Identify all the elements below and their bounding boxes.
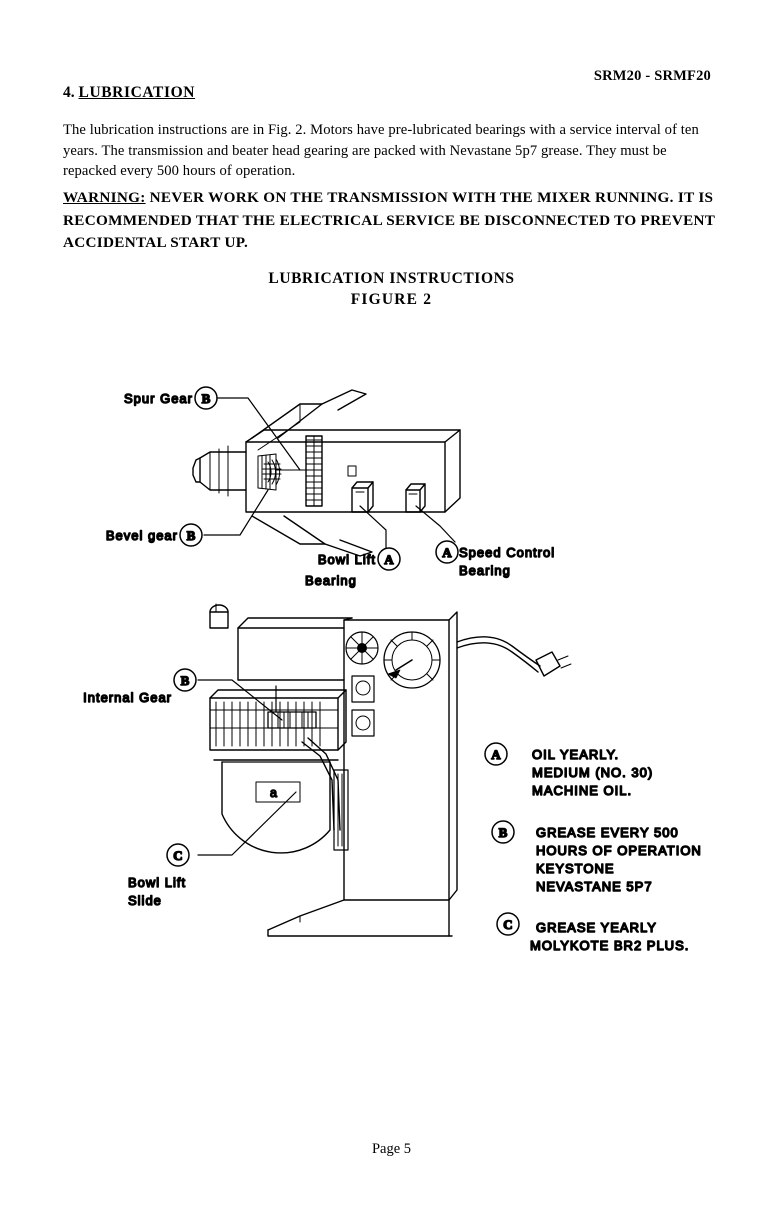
warning-label: WARNING: bbox=[63, 189, 146, 206]
figure-title bbox=[0, 268, 783, 310]
legend-mark-c: C bbox=[503, 917, 513, 932]
bowl-plate-mark: a bbox=[270, 786, 278, 800]
front-view-leaders bbox=[198, 680, 296, 855]
section-number: 4. bbox=[63, 84, 75, 101]
legend-b-line-2: HOURS OF OPERATION bbox=[536, 843, 702, 858]
legend-b-line-1: GREASE EVERY 500 bbox=[536, 825, 679, 840]
callout-bowl-lift-slide-line2: Slide bbox=[128, 893, 162, 908]
callout-speed-control-line1: Speed Control bbox=[459, 545, 556, 560]
model-code-header: SRM20 - SRMF20 bbox=[593, 68, 711, 84]
callout-bowl-lift-slide-mark: C bbox=[173, 848, 183, 863]
section-title: LUBRICATION bbox=[78, 84, 196, 101]
intro-paragraph: The lubrication instructions are in Fig. 2. Motors have pre-lubricated bearings with a service interval of ten years. The transmission and beater head gearing are packed with Nevastane 5p7 grease. They must be repacked every 500 hours of operation. bbox=[63, 122, 699, 179]
callout-internal-gear-mark: B bbox=[180, 673, 190, 688]
figure-title-line2: FIGURE 2 bbox=[350, 291, 433, 308]
callout-spur-gear-mark: B bbox=[201, 391, 211, 406]
top-view-callouts bbox=[106, 387, 555, 588]
callout-speed-control-line2: Bearing bbox=[459, 563, 511, 578]
warning-paragraph bbox=[63, 187, 723, 255]
legend-a-line-2: MEDIUM (NO. 30) bbox=[532, 765, 654, 780]
callout-bevel-gear-mark: B bbox=[186, 528, 196, 543]
callout-bevel-gear-label: Bevel gear bbox=[105, 528, 178, 543]
page-footer: Page 5 bbox=[371, 1141, 412, 1157]
legend-a-line-1: OIL YEARLY. bbox=[532, 747, 620, 762]
callout-speed-control-mark: A bbox=[442, 545, 452, 560]
callout-bowl-lift-bearing-mark: A bbox=[384, 552, 394, 567]
section-heading bbox=[63, 84, 195, 102]
callout-bowl-lift-bearing-line1: Bowl Lift bbox=[317, 552, 376, 567]
callout-internal-gear-label: Internal Gear bbox=[83, 690, 172, 705]
legend-mark-b: B bbox=[498, 825, 508, 840]
front-view-drawing bbox=[210, 604, 571, 936]
legend-c-line-1: GREASE YEARLY bbox=[536, 920, 657, 935]
legend-b-line-3: KEYSTONE bbox=[536, 861, 615, 876]
callout-bowl-lift-bearing-line2: Bearing bbox=[305, 573, 357, 588]
top-view-drawing bbox=[193, 390, 460, 556]
callout-spur-gear-label: Spur Gear bbox=[124, 391, 193, 406]
figure-title-line1: LUBRICATION INSTRUCTIONS bbox=[268, 270, 515, 287]
legend-mark-a: A bbox=[491, 747, 501, 762]
legend-b-line-4: NEVASTANE 5P7 bbox=[536, 879, 653, 894]
legend-a-line-3: MACHINE OIL. bbox=[532, 783, 633, 798]
figure-2-diagram bbox=[0, 330, 783, 980]
front-view-callouts bbox=[83, 669, 196, 908]
legend-block bbox=[485, 743, 702, 953]
top-view-leaders bbox=[204, 398, 455, 552]
legend-c-line-2: MOLYKOTE BR2 PLUS. bbox=[530, 938, 690, 953]
warning-text: NEVER WORK ON THE TRANSMISSION WITH THE MIXER RUNNING. IT IS RECOMMENDED THAT THE ELECTRICAL SERVICE BE DISCONNECTED TO PREVENT ACCIDENTAL START UP. bbox=[63, 189, 715, 251]
callout-bowl-lift-slide-line1: Bowl Lift bbox=[128, 875, 187, 890]
